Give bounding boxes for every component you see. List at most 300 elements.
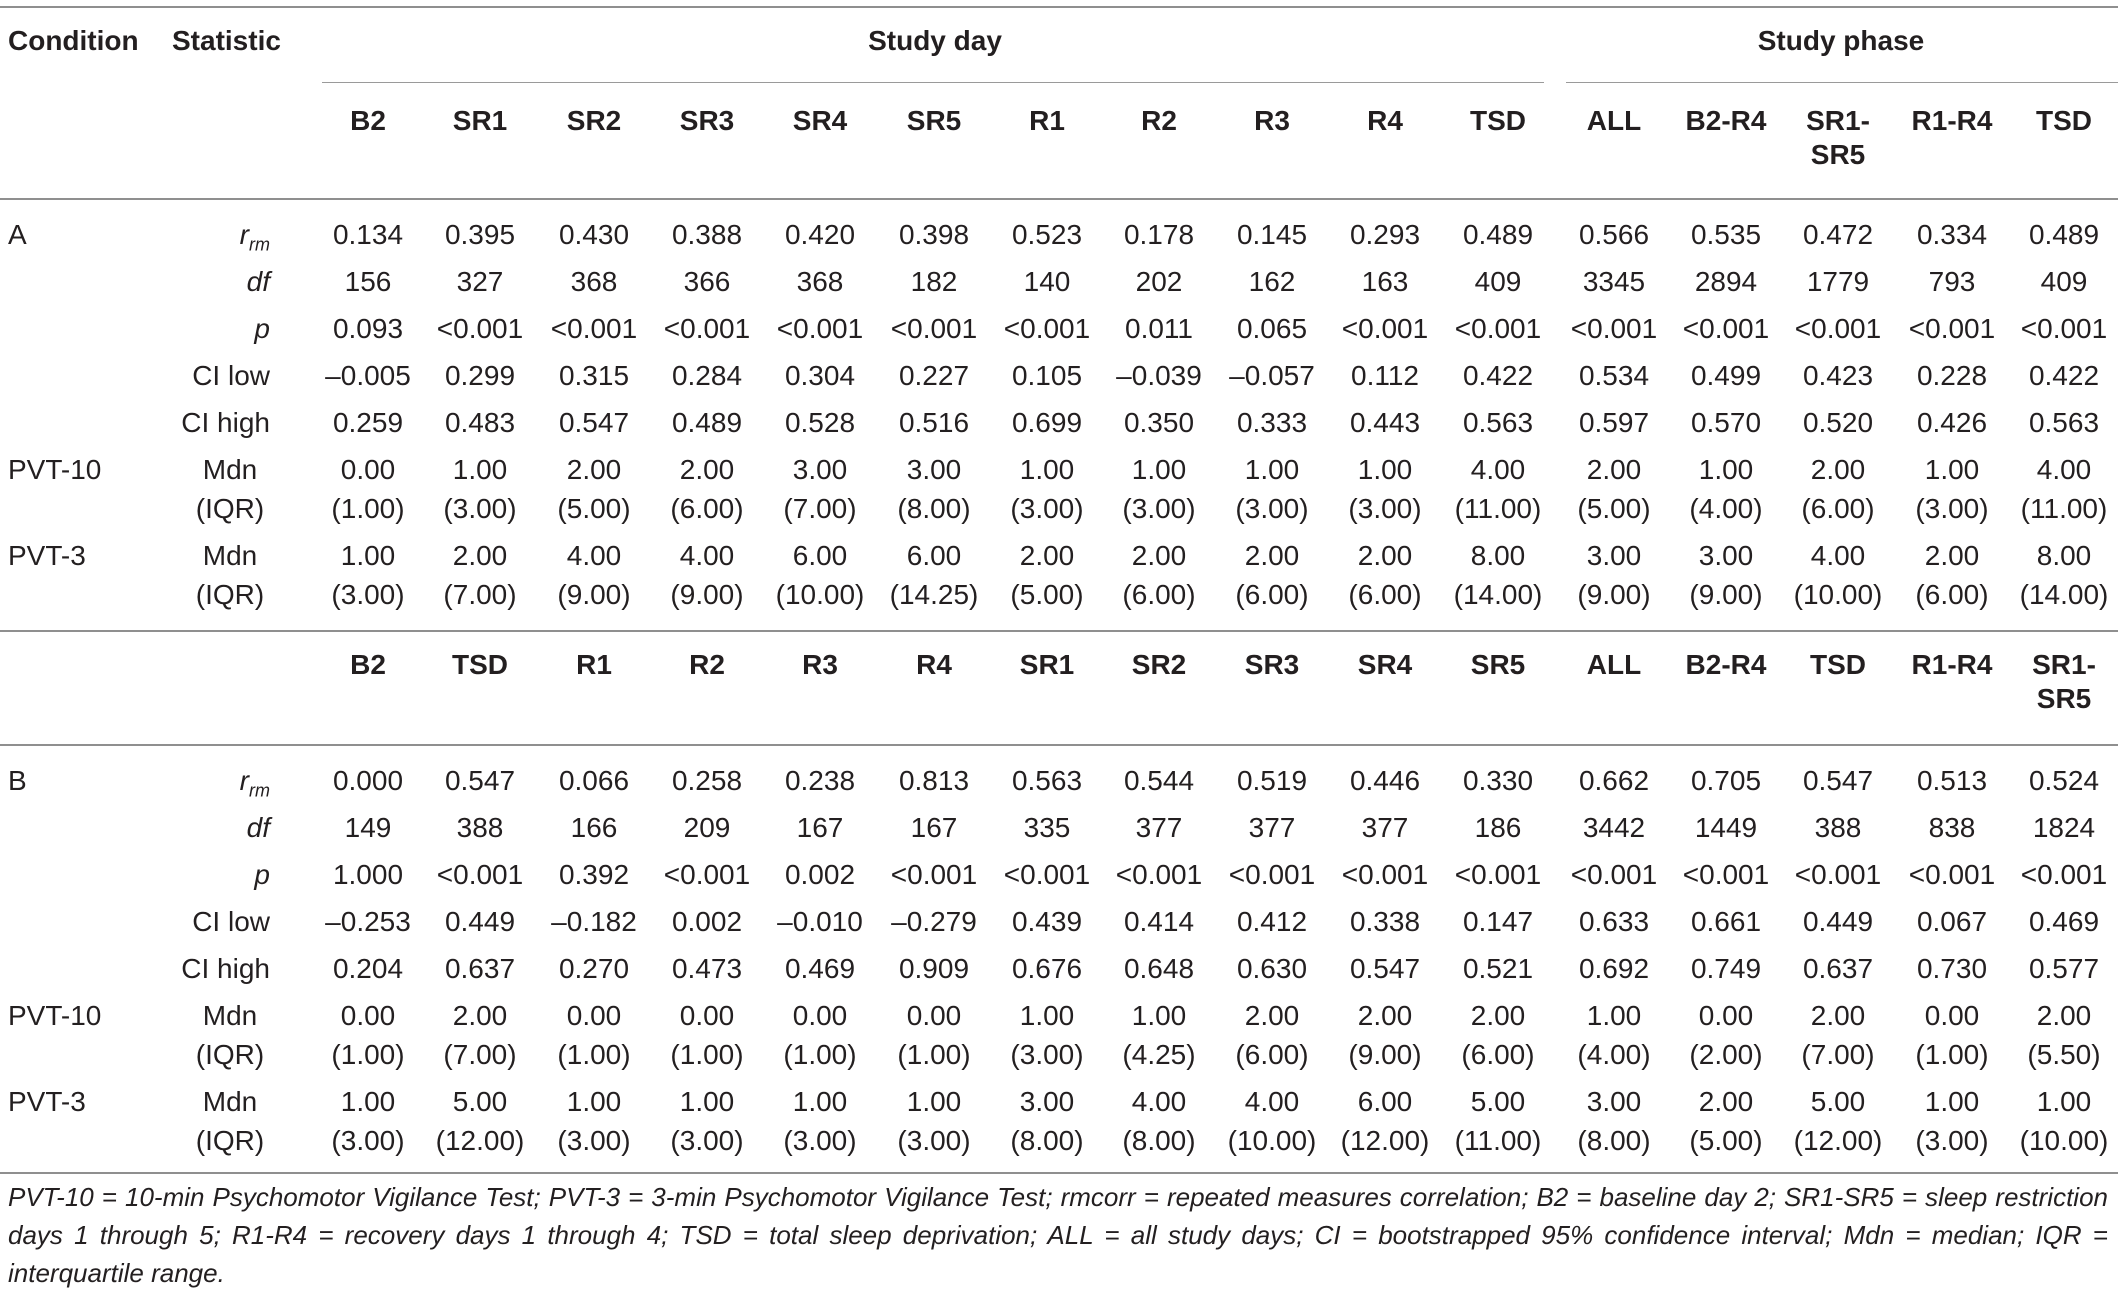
statistic-label-pvt3_iqr: (IQR) xyxy=(195,1125,265,1156)
statistic-rrm-main: r xyxy=(239,219,249,250)
column-header: SR1- SR5 xyxy=(1806,105,1870,170)
table-cell: 0.637 xyxy=(1802,953,1874,984)
table-cell: <0.001 xyxy=(1115,859,1203,890)
table-cell: 0.228 xyxy=(1916,360,1988,391)
table-cell: 3.00 xyxy=(792,454,848,485)
table-cell: 0.422 xyxy=(2028,360,2100,391)
table-cell: (3.00) xyxy=(783,1125,857,1156)
table-cell: 0.00 xyxy=(1924,1000,1980,1031)
table-cell: –0.005 xyxy=(325,360,411,391)
table-cell: 2.00 xyxy=(452,540,508,571)
section-a-header-rule xyxy=(0,198,2118,200)
statistic-label-pvt3_mdn: Mdn xyxy=(202,540,258,571)
table-cell: (7.00) xyxy=(783,493,857,524)
column-header: B2 xyxy=(350,649,386,680)
table-cell: (11.00) xyxy=(2020,493,2108,524)
table-cell: 0.238 xyxy=(784,765,856,796)
statistic-label-cilow: CI low xyxy=(192,360,270,391)
table-cell: 1779 xyxy=(1806,266,1870,297)
table-cell: 0.414 xyxy=(1123,906,1195,937)
statistic-p-text: p xyxy=(254,859,270,890)
table-cell: 0.676 xyxy=(1011,953,1083,984)
table-cell: 0.147 xyxy=(1462,906,1534,937)
table-cell: 1.00 xyxy=(1019,1000,1075,1031)
statistic-label-pvt10_mdn: Mdn xyxy=(202,454,258,485)
table-cell: (3.00) xyxy=(1348,493,1422,524)
column-header: R2 xyxy=(1141,105,1177,136)
table-cell: 4.00 xyxy=(566,540,622,571)
table-cell: (14.25) xyxy=(889,579,979,610)
table-cell: 0.534 xyxy=(1578,360,1650,391)
table-cell: <0.001 xyxy=(1003,313,1091,344)
table-cell: 163 xyxy=(1361,266,1409,297)
table-cell: 1.00 xyxy=(566,1086,622,1117)
table-cell: 186 xyxy=(1474,812,1522,843)
statistic-df-text: df xyxy=(246,266,270,297)
table-cell: 0.449 xyxy=(444,906,516,937)
table-cell: <0.001 xyxy=(436,859,524,890)
table-cell: 0.446 xyxy=(1349,765,1421,796)
table-cell: 0.259 xyxy=(332,407,404,438)
condition-label-pvt3: PVT-3 xyxy=(8,540,86,571)
table-cell: 3345 xyxy=(1582,266,1646,297)
statistic-label-pvt3_iqr: (IQR) xyxy=(195,579,265,610)
table-cell: 2.00 xyxy=(1586,454,1642,485)
table-cell: 0.011 xyxy=(1125,313,1193,344)
column-header: B2-R4 xyxy=(1685,105,1767,136)
column-header: SR3 xyxy=(1244,649,1300,680)
table-cell: 2.00 xyxy=(1357,540,1413,571)
table-cell: (5.00) xyxy=(1689,1125,1763,1156)
table-cell: 4.00 xyxy=(1810,540,1866,571)
table-cell: (4.00) xyxy=(1577,1039,1651,1070)
table-cell: 4.00 xyxy=(1470,454,1526,485)
table-cell: 0.469 xyxy=(2028,906,2100,937)
table-cell: 0.426 xyxy=(1916,407,1988,438)
table-cell: 0.145 xyxy=(1236,219,1308,250)
statistic-label-cihigh: CI high xyxy=(181,953,270,984)
table-cell: (8.00) xyxy=(1577,1125,1651,1156)
table-cell: 0.00 xyxy=(679,1000,735,1031)
table-cell: 140 xyxy=(1023,266,1071,297)
table-cell: <0.001 xyxy=(1228,859,1316,890)
table-cell: 0.227 xyxy=(898,360,970,391)
table-cell: 0.067 xyxy=(1916,906,1988,937)
table-cell: 0.093 xyxy=(332,313,404,344)
table-cell: 0.304 xyxy=(784,360,856,391)
table-cell: 0.00 xyxy=(340,1000,396,1031)
statistic-rrm-sub: rm xyxy=(249,780,270,801)
table-cell: 0.002 xyxy=(671,906,743,937)
table-cell: (3.00) xyxy=(1010,1039,1084,1070)
table-cell: <0.001 xyxy=(776,313,864,344)
table-cell: (12.00) xyxy=(435,1125,525,1156)
table-cell: 0.570 xyxy=(1690,407,1762,438)
column-header: TSD xyxy=(1470,105,1526,136)
table-cell: (1.00) xyxy=(897,1039,971,1070)
table-cell: 0.547 xyxy=(1802,765,1874,796)
table-cell: 409 xyxy=(2040,266,2088,297)
table-cell: (10.00) xyxy=(1793,579,1883,610)
table-cell: 167 xyxy=(796,812,844,843)
table-cell: 0.489 xyxy=(671,407,743,438)
column-header: R3 xyxy=(1254,105,1290,136)
table-cell: (1.00) xyxy=(331,1039,405,1070)
table-cell: (6.00) xyxy=(1348,579,1422,610)
table-cell: 0.398 xyxy=(898,219,970,250)
table-cell: <0.001 xyxy=(436,313,524,344)
table-cell: 0.483 xyxy=(444,407,516,438)
table-cell: 1.00 xyxy=(1019,454,1075,485)
table-cell: 0.705 xyxy=(1690,765,1762,796)
table-cell: –0.039 xyxy=(1116,360,1202,391)
table-cell: 0.330 xyxy=(1462,765,1534,796)
table-cell: 2.00 xyxy=(452,1000,508,1031)
column-header: TSD xyxy=(452,649,508,680)
table-cell: (4.25) xyxy=(1122,1039,1196,1070)
table-cell: 0.749 xyxy=(1690,953,1762,984)
table-cell: (11.00) xyxy=(1454,493,1542,524)
table-cell: (1.00) xyxy=(557,1039,631,1070)
table-cell: 0.420 xyxy=(784,219,856,250)
table-cell: 3.00 xyxy=(1698,540,1754,571)
table-cell: (6.00) xyxy=(1461,1039,1535,1070)
table-cell: 0.563 xyxy=(1462,407,1534,438)
table-cell: 0.547 xyxy=(1349,953,1421,984)
table-cell: (1.00) xyxy=(670,1039,744,1070)
table-cell: 3.00 xyxy=(906,454,962,485)
table-cell: 335 xyxy=(1023,812,1071,843)
table-cell: 0.334 xyxy=(1916,219,1988,250)
table-cell: 377 xyxy=(1361,812,1409,843)
table-cell: 0.423 xyxy=(1802,360,1874,391)
column-header: R1 xyxy=(576,649,612,680)
table-cell: 3.00 xyxy=(1586,540,1642,571)
table-cell: 4.00 xyxy=(2036,454,2092,485)
table-cell: 0.489 xyxy=(2028,219,2100,250)
study-day-rule xyxy=(322,82,1544,83)
table-cell: 4.00 xyxy=(1244,1086,1300,1117)
table-cell: <0.001 xyxy=(1908,313,1996,344)
table-cell: (3.00) xyxy=(331,1125,405,1156)
table-cell: 0.633 xyxy=(1578,906,1650,937)
table-cell: (3.00) xyxy=(1010,493,1084,524)
table-cell: 0.637 xyxy=(444,953,516,984)
table-cell: 0.648 xyxy=(1123,953,1195,984)
table-cell: 0.392 xyxy=(558,859,630,890)
condition-label-pvt10: PVT-10 xyxy=(8,454,102,485)
table-cell: 793 xyxy=(1928,266,1976,297)
table-cell: 1824 xyxy=(2032,812,2096,843)
table-cell: 209 xyxy=(683,812,731,843)
table-cell: 1.00 xyxy=(2036,1086,2092,1117)
table-cell: 368 xyxy=(570,266,618,297)
table-cell: (7.00) xyxy=(443,1039,517,1070)
table-cell: (6.00) xyxy=(1801,493,1875,524)
table-cell: 2.00 xyxy=(1244,1000,1300,1031)
table-cell: (10.00) xyxy=(775,579,865,610)
table-cell: 0.662 xyxy=(1578,765,1650,796)
condition-label-pvt3: PVT-3 xyxy=(8,1086,86,1117)
table-cell: 0.449 xyxy=(1802,906,1874,937)
table-cell: 0.065 xyxy=(1236,313,1308,344)
table-cell: 0.516 xyxy=(898,407,970,438)
table-cell: 1.00 xyxy=(1357,454,1413,485)
table-cell: (5.00) xyxy=(557,493,631,524)
table-cell: 1.000 xyxy=(332,859,404,890)
table-cell: 0.544 xyxy=(1123,765,1195,796)
column-header: SR2 xyxy=(1131,649,1187,680)
table-cell: <0.001 xyxy=(1682,859,1770,890)
table-cell: (6.00) xyxy=(1122,579,1196,610)
table-cell: 0.563 xyxy=(2028,407,2100,438)
table-cell: 4.00 xyxy=(1131,1086,1187,1117)
table-cell: 3.00 xyxy=(1586,1086,1642,1117)
table-cell: <0.001 xyxy=(1570,859,1658,890)
table-cell: 2894 xyxy=(1694,266,1758,297)
table-cell: 2.00 xyxy=(2036,1000,2092,1031)
table-cell: 1449 xyxy=(1694,812,1758,843)
table-cell: (10.00) xyxy=(1227,1125,1317,1156)
table-cell: (14.00) xyxy=(1453,579,1543,610)
header-condition: Condition xyxy=(8,25,139,56)
table-cell: 0.270 xyxy=(558,953,630,984)
table-cell: 0.469 xyxy=(784,953,856,984)
table-cell: 0.00 xyxy=(1698,1000,1754,1031)
column-header: SR5 xyxy=(1470,649,1526,680)
table-cell: (1.00) xyxy=(1915,1039,1989,1070)
table-cell: 8.00 xyxy=(2036,540,2092,571)
table-cell: <0.001 xyxy=(1794,859,1882,890)
table-cell: (3.00) xyxy=(1915,493,1989,524)
table-cell: 5.00 xyxy=(1470,1086,1526,1117)
table-cell: 2.00 xyxy=(1698,1086,1754,1117)
header-statistic: Statistic xyxy=(172,25,281,56)
table-cell: 0.563 xyxy=(1011,765,1083,796)
table-cell: 0.597 xyxy=(1578,407,1650,438)
condition-label: B xyxy=(8,765,27,796)
condition-label-pvt10: PVT-10 xyxy=(8,1000,102,1031)
table-cell: 0.284 xyxy=(671,360,743,391)
table-cell: 0.519 xyxy=(1236,765,1308,796)
table-cell: 1.00 xyxy=(1244,454,1300,485)
table-cell: 0.000 xyxy=(332,765,404,796)
statistic-label-rrm xyxy=(120,218,270,262)
table-cell: 0.258 xyxy=(671,765,743,796)
table-cell: 2.00 xyxy=(1810,454,1866,485)
table-cell: <0.001 xyxy=(1682,313,1770,344)
table-cell: 0.338 xyxy=(1349,906,1421,937)
table-cell: 1.00 xyxy=(1131,1000,1187,1031)
table-cell: 0.315 xyxy=(558,360,630,391)
column-header: SR1 xyxy=(1019,649,1075,680)
table-cell: <0.001 xyxy=(550,313,638,344)
table-cell: 0.524 xyxy=(2028,765,2100,796)
table-cell: (2.00) xyxy=(1689,1039,1763,1070)
table-cell: <0.001 xyxy=(1341,313,1429,344)
table-cell: 0.547 xyxy=(558,407,630,438)
table-cell: 6.00 xyxy=(1357,1086,1413,1117)
table-cell: 0.00 xyxy=(792,1000,848,1031)
statistic-label-df xyxy=(120,811,270,845)
table-cell: 0.473 xyxy=(671,953,743,984)
table-cell: (6.00) xyxy=(1235,1039,1309,1070)
table-cell: (6.00) xyxy=(1235,579,1309,610)
statistic-rrm-sub: rm xyxy=(249,234,270,255)
table-cell: 0.692 xyxy=(1578,953,1650,984)
statistic-label-df xyxy=(120,265,270,299)
table-cell: 377 xyxy=(1248,812,1296,843)
table-cell: 8.00 xyxy=(1470,540,1526,571)
table-cell: 1.00 xyxy=(1924,454,1980,485)
statistic-label-rrm xyxy=(120,764,270,808)
table-cell: (3.00) xyxy=(897,1125,971,1156)
header-study-phase: Study phase xyxy=(1757,25,1925,56)
table-cell: <0.001 xyxy=(890,313,978,344)
table-cell: <0.001 xyxy=(890,859,978,890)
table-cell: 0.105 xyxy=(1011,360,1083,391)
table-cell: 0.333 xyxy=(1236,407,1308,438)
table-cell: (3.00) xyxy=(557,1125,631,1156)
table-cell: 0.00 xyxy=(906,1000,962,1031)
table-cell: 0.472 xyxy=(1802,219,1874,250)
table-cell: 0.395 xyxy=(444,219,516,250)
table-cell: 409 xyxy=(1474,266,1522,297)
table-cell: (12.00) xyxy=(1340,1125,1430,1156)
table-cell: –0.253 xyxy=(325,906,411,937)
header-study-day: Study day xyxy=(868,25,1002,56)
column-header: SR1 xyxy=(452,105,508,136)
table-cell: 388 xyxy=(1814,812,1862,843)
table-cell: 0.134 xyxy=(332,219,404,250)
table-cell: 1.00 xyxy=(792,1086,848,1117)
table-cell: (3.00) xyxy=(1122,493,1196,524)
table-cell: 0.547 xyxy=(444,765,516,796)
table-cell: 0.699 xyxy=(1011,407,1083,438)
table-cell: 0.520 xyxy=(1802,407,1874,438)
table-cell: 0.661 xyxy=(1690,906,1762,937)
table-cell: 156 xyxy=(344,266,392,297)
table-cell: 0.293 xyxy=(1349,219,1421,250)
table-cell: (5.50) xyxy=(2027,1039,2101,1070)
table-cell: 0.204 xyxy=(332,953,404,984)
table-cell: 0.412 xyxy=(1236,906,1308,937)
table-cell: <0.001 xyxy=(1454,859,1542,890)
statistic-df-text: df xyxy=(246,812,270,843)
statistic-label-cilow: CI low xyxy=(192,906,270,937)
table-cell: (8.00) xyxy=(1010,1125,1084,1156)
statistic-label-pvt10_mdn: Mdn xyxy=(202,1000,258,1031)
table-cell: 0.439 xyxy=(1011,906,1083,937)
table-cell: (11.00) xyxy=(1454,1125,1542,1156)
table-cell: (9.00) xyxy=(557,579,631,610)
table-cell: 327 xyxy=(456,266,504,297)
table-cell: 0.909 xyxy=(898,953,970,984)
table-cell: <0.001 xyxy=(1908,859,1996,890)
column-header: R4 xyxy=(916,649,952,680)
table-cell: 5.00 xyxy=(452,1086,508,1117)
table-cell: 1.00 xyxy=(340,540,396,571)
table-cell: 1.00 xyxy=(906,1086,962,1117)
table-cell: 2.00 xyxy=(566,454,622,485)
table-cell: 3442 xyxy=(1582,812,1646,843)
table-cell: (12.00) xyxy=(1793,1125,1883,1156)
statistic-p-text: p xyxy=(254,313,270,344)
table-cell: <0.001 xyxy=(2020,313,2108,344)
table-cell: (9.00) xyxy=(1577,579,1651,610)
table-cell: (10.00) xyxy=(2019,1125,2109,1156)
table-cell: 4.00 xyxy=(679,540,735,571)
table-cell: 1.00 xyxy=(1131,454,1187,485)
table-cell: 2.00 xyxy=(1244,540,1300,571)
table-cell: 0.112 xyxy=(1351,360,1419,391)
table-cell: 162 xyxy=(1248,266,1296,297)
table-cell: 182 xyxy=(910,266,958,297)
table-cell: 0.002 xyxy=(784,859,856,890)
table-cell: –0.057 xyxy=(1229,360,1315,391)
table-cell: 0.430 xyxy=(558,219,630,250)
table-cell: 0.813 xyxy=(898,765,970,796)
table-cell: 0.299 xyxy=(444,360,516,391)
table-cell: (6.00) xyxy=(1915,579,1989,610)
column-header: SR3 xyxy=(679,105,735,136)
table-cell: 0.730 xyxy=(1916,953,1988,984)
table-cell: 0.00 xyxy=(566,1000,622,1031)
table-cell: 0.528 xyxy=(784,407,856,438)
table-cell: 0.630 xyxy=(1236,953,1308,984)
table-cell: 0.066 xyxy=(558,765,630,796)
table-footnote: PVT-10 = 10-min Psychomotor Vigilance Test; PVT-3 = 3-min Psychomotor Vigilance Test; rmcorr = repeated measures correlation; B2 = baseline day 2; SR1-SR5 = sleep restriction days 1 through 5; R1-R4 = recovery days 1 through 4; TSD = total sleep deprivation; ALL = all study days; CI = bootstrapped 95% confidence interval; Mdn = median; IQR = interquartile range. xyxy=(8,1182,2108,1288)
table-cell: (8.00) xyxy=(1122,1125,1196,1156)
column-header: R4 xyxy=(1367,105,1403,136)
statistic-label-p xyxy=(120,312,270,346)
table-cell: <0.001 xyxy=(1570,313,1658,344)
column-header: SR2 xyxy=(566,105,622,136)
table-cell: 0.388 xyxy=(671,219,743,250)
table-cell: 167 xyxy=(910,812,958,843)
table-cell: (7.00) xyxy=(443,579,517,610)
column-header: ALL xyxy=(1586,105,1642,136)
table-cell: 0.521 xyxy=(1462,953,1534,984)
table-cell: 0.422 xyxy=(1462,360,1534,391)
table-cell: 2.00 xyxy=(1924,540,1980,571)
statistic-label-cihigh: CI high xyxy=(181,407,270,438)
table-cell: <0.001 xyxy=(2020,859,2108,890)
table-cell: 5.00 xyxy=(1810,1086,1866,1117)
table-cell: 2.00 xyxy=(1470,1000,1526,1031)
table-cell: 1.00 xyxy=(340,1086,396,1117)
table-cell: 0.577 xyxy=(2028,953,2100,984)
table-cell: 0.499 xyxy=(1690,360,1762,391)
table-cell: 2.00 xyxy=(1131,540,1187,571)
table-cell: 166 xyxy=(570,812,618,843)
table-cell: 0.178 xyxy=(1123,219,1195,250)
column-header: SR4 xyxy=(1357,649,1413,680)
table-cell: (3.00) xyxy=(1915,1125,1989,1156)
statistic-label-p xyxy=(120,858,270,892)
statistic-label-pvt10_iqr: (IQR) xyxy=(195,493,265,524)
column-header: SR5 xyxy=(906,105,962,136)
table-cell: (3.00) xyxy=(443,493,517,524)
table-cell: (6.00) xyxy=(670,493,744,524)
table-cell: 0.00 xyxy=(340,454,396,485)
table-cell: 1.00 xyxy=(1698,454,1754,485)
column-header: TSD xyxy=(1810,649,1866,680)
table-cell: 0.513 xyxy=(1916,765,1988,796)
study-phase-rule xyxy=(1566,82,2118,83)
statistic-label-pvt3_mdn: Mdn xyxy=(202,1086,258,1117)
column-header: B2 xyxy=(350,105,386,136)
